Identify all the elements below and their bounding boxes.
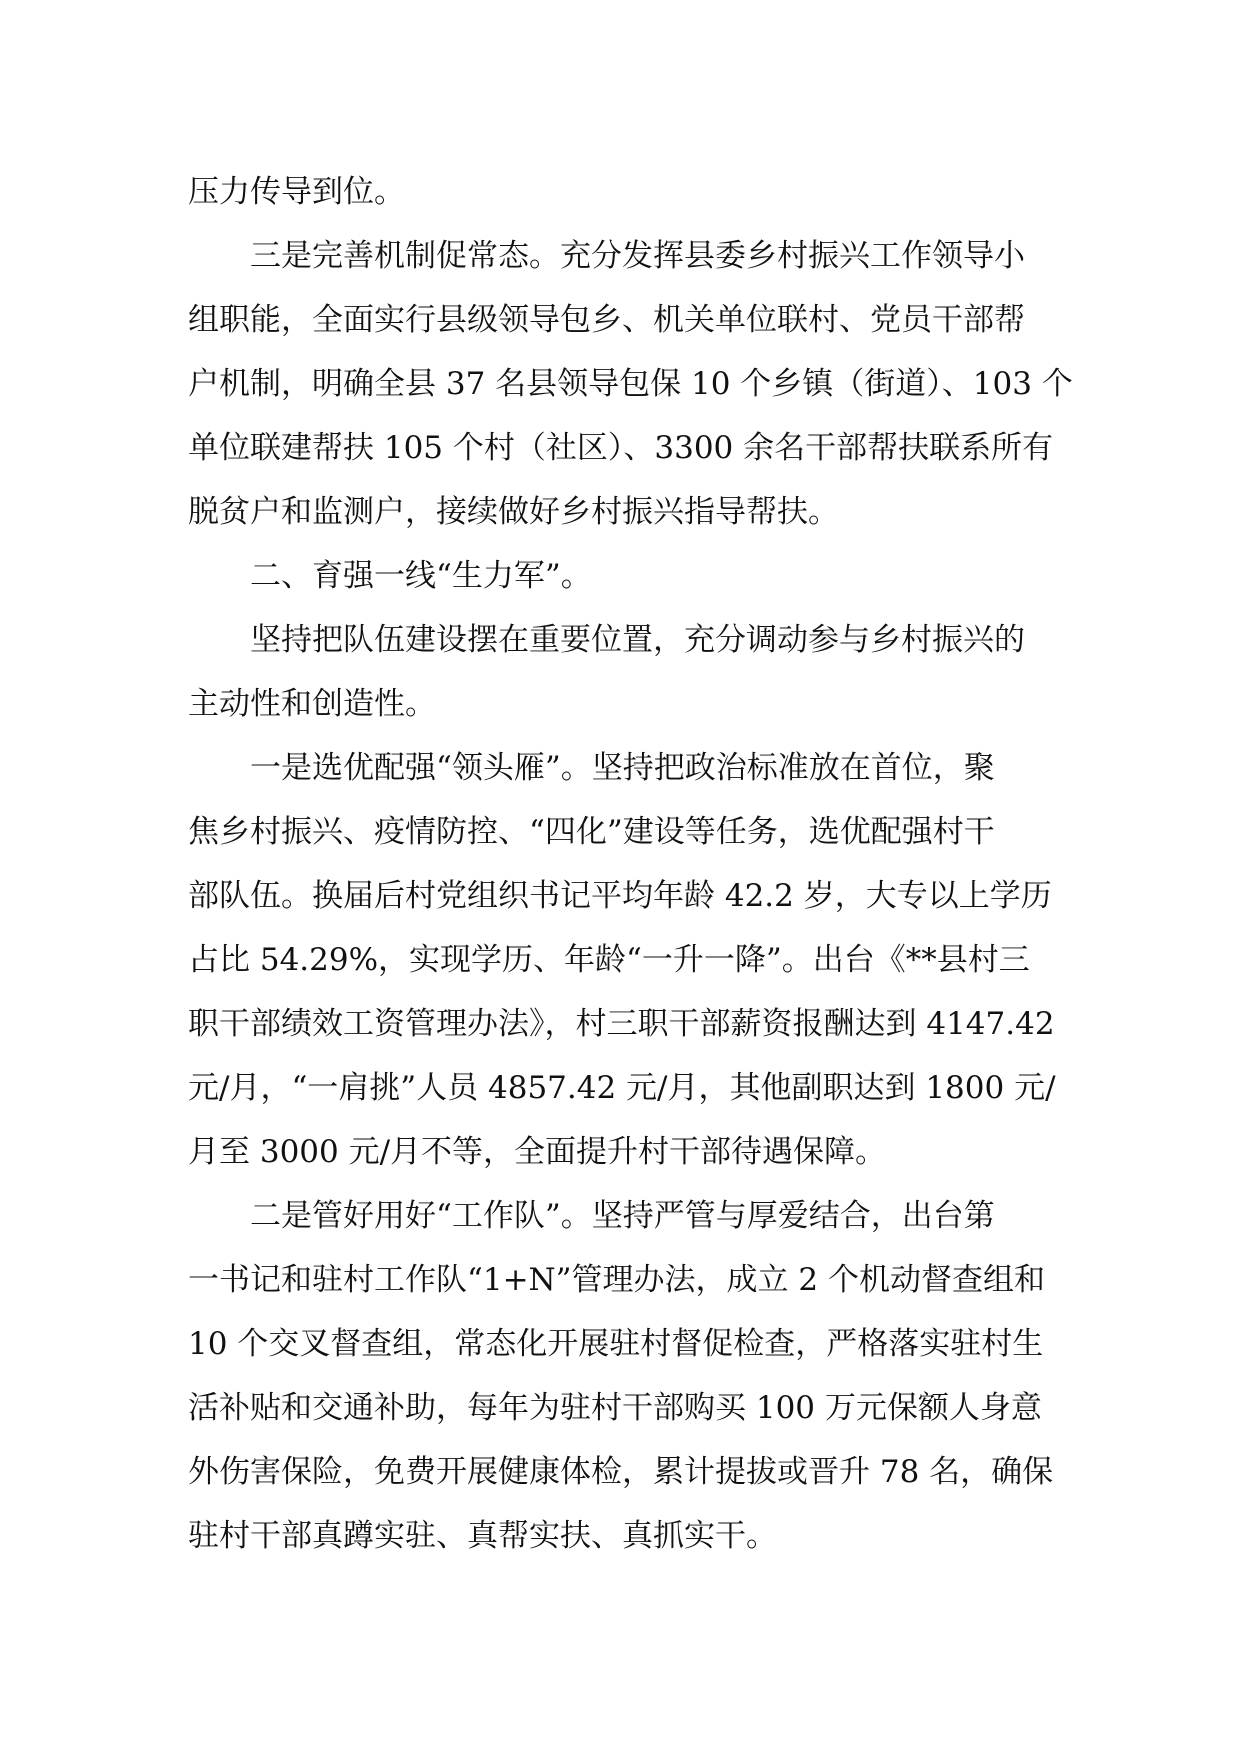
text-line: 10 个交叉督查组，常态化开展驻村督促检查，严格落实驻村生: [188, 1326, 1044, 1362]
text-line: 职干部绩效工资管理办法》，村三职干部薪资报酬达到 4147.42: [188, 1006, 1055, 1042]
text-line: 组职能，全面实行县级领导包乡、机关单位联村、党员干部帮: [188, 302, 1025, 338]
text-line: 元/月，“一肩挑”人员 4857.42 元/月，其他副职达到 1800 元/: [188, 1070, 1056, 1106]
text-line: 焦乡村振兴、疫情防控、“四化”建设等任务，选优配强村干: [188, 814, 995, 850]
text-line: 主动性和创造性。: [188, 686, 436, 722]
text-line: 一是选优配强“领头雁”。坚持把政治标准放在首位，聚: [250, 750, 995, 786]
text-line: 二是管好用好“工作队”。坚持严管与厚爱结合，出台第: [250, 1198, 995, 1234]
section-heading: 二、育强一线“生力军”。: [250, 558, 592, 594]
text-line: 外伤害保险，免费开展健康体检，累计提拔或晋升 78 名，确保: [188, 1454, 1054, 1490]
text-line: 压力传导到位。: [188, 174, 405, 210]
text-line: 脱贫户和监测户，接续做好乡村振兴指导帮扶。: [188, 494, 839, 530]
text-line: 户机制，明确全县 37 名县领导包保 10 个乡镇（街道）、103 个: [188, 366, 1073, 402]
text-line: 月至 3000 元/月不等，全面提升村干部待遇保障。: [188, 1134, 887, 1170]
text-line: 驻村干部真蹲实驻、真帮实扶、真抓实干。: [188, 1518, 777, 1554]
text-line: 三是完善机制促常态。充分发挥县委乡村振兴工作领导小: [250, 238, 1025, 274]
text-line: 一书记和驻村工作队“1+N”管理办法，成立 2 个机动督查组和: [188, 1262, 1045, 1298]
text-line: 坚持把队伍建设摆在重要位置，充分调动参与乡村振兴的: [250, 622, 1025, 658]
text-line: 单位联建帮扶 105 个村（社区）、3300 余名干部帮扶联系所有: [188, 430, 1054, 466]
text-line: 占比 54.29%，实现学历、年龄“一升一降”。出台《**县村三: [188, 942, 1030, 978]
text-line: 活补贴和交通补助，每年为驻村干部购买 100 万元保额人身意: [188, 1390, 1042, 1426]
text-line: 部队伍。换届后村党组织书记平均年龄 42.2 岁，大专以上学历: [188, 878, 1052, 914]
